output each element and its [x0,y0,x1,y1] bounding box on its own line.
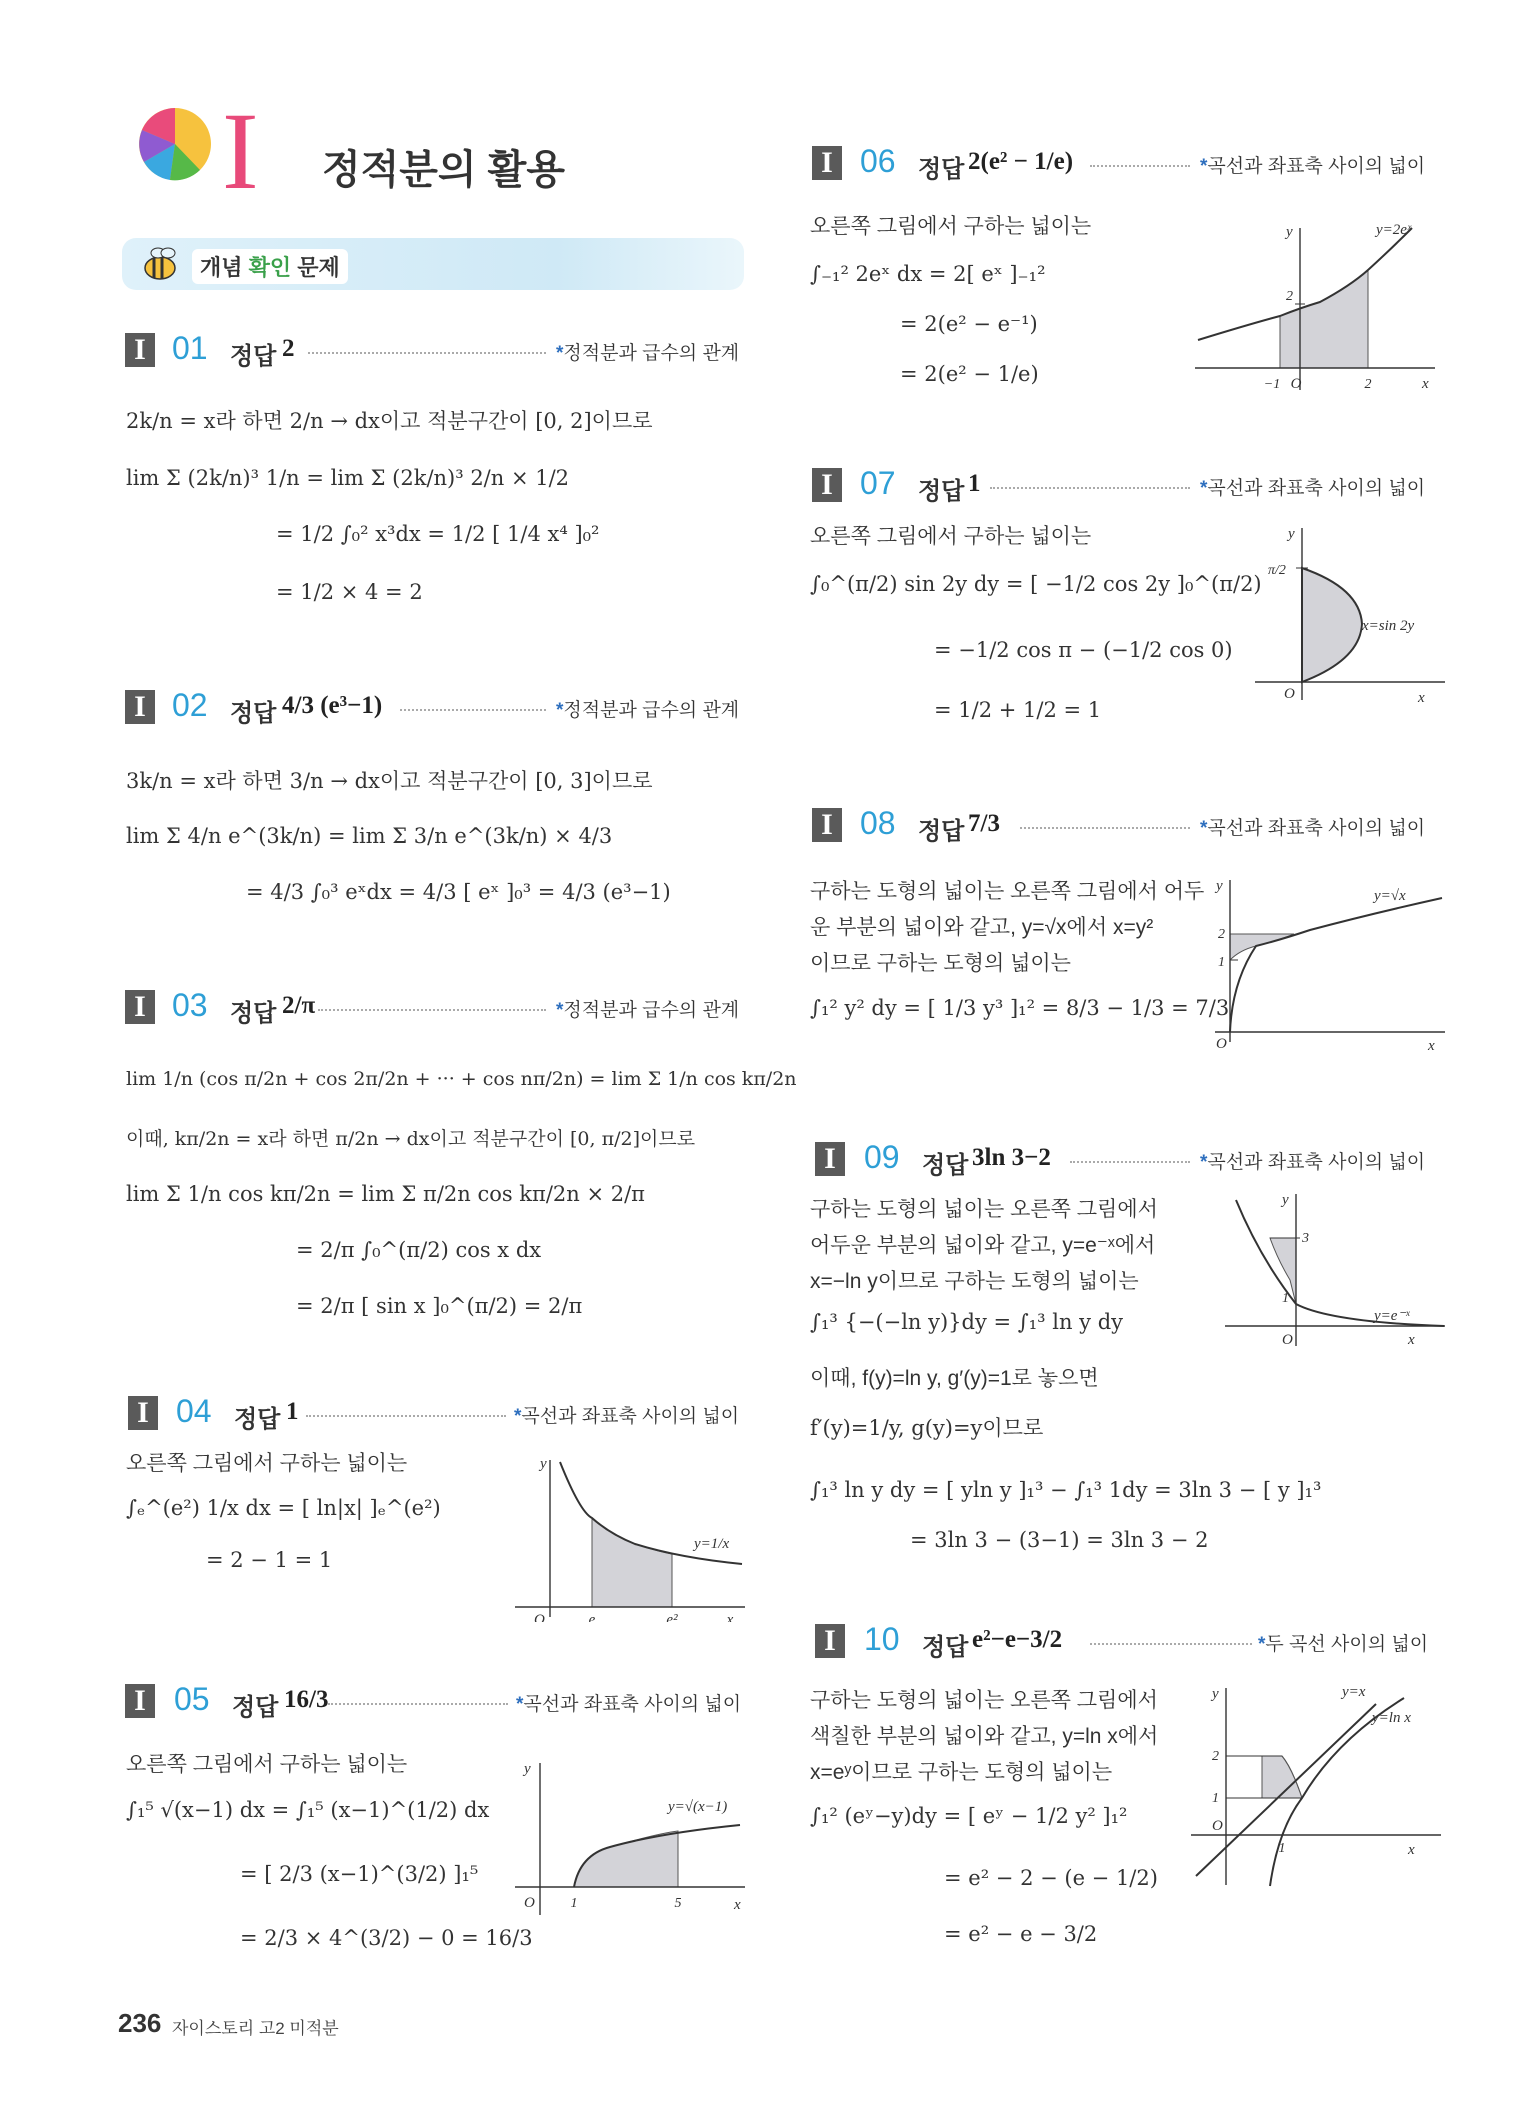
curve-label: y=x [1342,1684,1366,1700]
origin-label: O [1216,1036,1227,1052]
solution-line: = 4/3 ∫₀³ eˣdx = 4/3 [ eˣ ]₀³ = 4/3 (e³−1) [246,880,671,904]
solution-line: = 2/π ∫₀^(π/2) cos x dx [296,1238,542,1262]
answer-value: 16/3 [284,1686,329,1713]
answer-label: 정답 [922,1152,969,1179]
banner-word-1: 개념 [200,255,243,280]
chapter-mark: I [222,90,259,212]
solution-line: x=−ln y이므로 구하는 도형의 넓이는 [810,1270,1139,1293]
problem-box: I [125,1684,155,1718]
topic-tag: *곡선과 좌표축 사이의 넓이 [1200,818,1426,839]
curve-label: y=√x [1374,888,1406,904]
answer-label: 정답 [230,700,277,727]
solution-line: 오른쪽 그림에서 구하는 넓이는 [126,1452,408,1475]
problem-number: 08 [860,805,896,841]
solution-line: ∫₁⁵ √(x−1) dx = ∫₁⁵ (x−1)^(1/2) dx [126,1798,490,1822]
solution-line: x=eʸ이므로 구하는 도형의 넓이는 [810,1761,1113,1784]
banner-label [192,249,348,284]
axis-label-x: x [1422,376,1429,392]
axis-label-y: y [1212,1686,1219,1702]
solution-line: = [ 2/3 (x−1)^(3/2) ]₁⁵ [240,1862,479,1886]
topic-tag: *곡선과 좌표축 사이의 넓이 [1200,478,1426,499]
problem-number: 01 [172,330,208,366]
solution-line: 오른쪽 그림에서 구하는 넓이는 [810,215,1092,238]
answer-value: 2(e² − 1/e) [968,148,1074,175]
solution-line: ∫₁³ ln y dy = [ yln y ]₁³ − ∫₁³ 1dy = 3ln 3 − [ y ]₁³ [810,1478,1322,1502]
solution-line: 구하는 도형의 넓이는 오른쪽 그림에서 [810,1689,1158,1712]
leader-dots [318,1009,546,1011]
solution-line: 운 부분의 넓이와 같고, y=√x에서 x=y² [810,916,1154,939]
solution-line: 오른쪽 그림에서 구하는 넓이는 [810,525,1092,548]
axis-label-y: y [540,1456,547,1472]
solution-line: 이때, f(y)=ln y, g′(y)=1로 놓으면 [810,1367,1099,1390]
answer-label: 정답 [918,818,965,845]
tick-label: 2 [1212,1749,1219,1764]
page-number: 236 [118,2008,162,2038]
solution-line: lim Σ 4/n e^(3k/n) = lim Σ 3/n e^(3k/n) × 4/3 [126,824,613,848]
problem-box: I [125,690,155,724]
tick-label: 1 [1278,1841,1286,1856]
curve-label: x=sin 2y [1362,618,1415,634]
answer-value: 3ln 3−2 [972,1144,1051,1171]
answer-label: 정답 [922,1634,969,1661]
tick-label: −1 [1263,377,1281,392]
answer-value: 4/3 (e³−1) [282,692,383,719]
answer-value: 1 [968,470,981,497]
solution-line: 색칠한 부분의 넓이와 같고, y=ln x에서 [810,1725,1159,1748]
solution-line: = −1/2 cos π − (−1/2 cos 0) [934,638,1233,662]
bee-icon [138,244,182,284]
solution-line: = e² − 2 − (e − 1/2) [944,1866,1158,1890]
answer-value: 2 [282,335,295,362]
solution-line: ∫₁³ {−(−ln y)}dy = ∫₁³ ln y dy [810,1310,1124,1334]
solution-line: 이므로 구하는 도형의 넓이는 [810,952,1071,975]
axis-label-x: x [734,1897,741,1913]
tick-label: π/2 [1268,563,1286,578]
tick-label: 1 [1282,1291,1289,1306]
chapter-icon [130,104,220,184]
leader-dots [1090,165,1190,167]
problem-number: 04 [176,1393,212,1429]
axis-label-y: y [1288,526,1295,542]
solution-line: 2k/n = x라 하면 2/n → dx이고 적분구간이 [0, 2]이므로 [126,409,653,433]
leader-dots [400,709,546,711]
graph-y-equals-1-over-x [510,1452,750,1622]
solution-line: = 1/2 + 1/2 = 1 [934,698,1102,722]
tick-label: 2 [1364,377,1372,392]
axis-label-x: x [1428,1038,1435,1052]
solution-line: = 2/3 × 4^(3/2) − 0 = 16/3 [240,1926,533,1950]
banner-word-3: 문제 [297,255,340,280]
tick-label: 5 [674,1896,682,1911]
solution-line: = 2(e² − e⁻¹) [900,312,1038,336]
problem-box: I [125,990,155,1024]
answer-value: 2/π [282,992,316,1019]
chapter-title: 정적분의 활용 [322,148,565,192]
tick-label: 3 [1302,1231,1309,1246]
problem-number: 05 [174,1681,210,1717]
solution-line: ∫₁² (eʸ−y)dy = [ eʸ − 1/2 y² ]₁² [810,1804,1128,1828]
solution-line: = e² − e − 3/2 [944,1922,1098,1946]
axis-label-y: y [1282,1192,1289,1208]
answer-label: 정답 [230,1000,277,1027]
leader-dots [1070,1161,1190,1163]
solution-line: ∫₁² y² dy = [ 1/3 y³ ]₁² = 8/3 − 1/3 = 7/3 [810,996,1230,1020]
solution-line: 구하는 도형의 넓이는 오른쪽 그림에서 어두 [810,880,1205,903]
topic-tag: *두 곡선 사이의 넓이 [1258,1634,1429,1655]
solution-line: 어두운 부분의 넓이와 같고, y=e⁻ˣ에서 [810,1234,1156,1257]
solution-line: f′(y)=1/y, g(y)=y이므로 [810,1416,1044,1440]
problem-box: I [125,333,155,367]
solution-line: 구하는 도형의 넓이는 오른쪽 그림에서 [810,1198,1158,1221]
curve-label: y=ln x [1372,1710,1411,1726]
problem-box: I [812,468,842,502]
book-title: 자이스토리 고2 미적분 [172,2019,339,2038]
axis-label-x: x [1408,1842,1415,1858]
topic-tag: *곡선과 좌표축 사이의 넓이 [1200,156,1426,177]
solution-line: ∫ₑ^(e²) 1/x dx = [ ln|x| ]ₑ^(e²) [126,1496,441,1520]
banner-word-2: 확인 [248,255,292,280]
problem-box: I [812,808,842,842]
tick-label: 1 [1218,955,1225,970]
answer-value: e²−e−3/2 [972,1626,1063,1653]
origin-label: O [1290,376,1302,392]
problem-box: I [815,1142,845,1176]
tick-label: e [588,1612,596,1622]
solution-line: = 1/2 ∫₀² x³dx = 1/2 [ 1/4 x⁴ ]₀² [276,522,600,546]
origin-label: O [1284,686,1295,702]
answer-value: 1 [286,1398,299,1425]
curve-label: y=e⁻ˣ [1374,1308,1410,1324]
solution-line: = 3ln 3 − (3−1) = 3ln 3 − 2 [910,1528,1209,1552]
solution-line: lim Σ (2k/n)³ 1/n = lim Σ (2k/n)³ 2/n × 1/2 [126,466,570,490]
solution-line: = 2 − 1 = 1 [206,1548,333,1572]
graph-y-equals-2e-x [1190,220,1440,395]
axis-label-x: x [1418,690,1425,706]
solution-line: 이때, kπ/2n = x라 하면 π/2n → dx이고 적분구간이 [0, π/2]이므로 [126,1128,696,1150]
topic-tag: *정적분과 급수의 관계 [556,343,740,364]
origin-label: O [1282,1332,1293,1348]
topic-tag: *곡선과 좌표축 사이의 넓이 [1200,1152,1426,1173]
origin-label: O [524,1895,535,1911]
graph-y-equals-e-minus-x [1220,1186,1450,1351]
axis-label-x: x [1408,1332,1415,1348]
graph-x-equals-sin-2y [1250,520,1450,710]
leader-dots [1090,1643,1252,1645]
curve-label: y=1/x [694,1536,730,1552]
answer-label: 정답 [232,1694,279,1721]
curve-label: y=2eˣ [1376,222,1412,238]
problem-number: 02 [172,687,208,723]
axis-label-y: y [524,1761,531,1777]
topic-tag: *정적분과 급수의 관계 [556,1000,740,1021]
solution-line: = 2(e² − 1/e) [900,362,1039,386]
answer-label: 정답 [230,343,277,370]
leader-dots [328,1703,508,1705]
solution-line: = 1/2 × 4 = 2 [276,580,423,604]
axis-label-x: x [726,1612,734,1622]
tick-label: 2 [1286,289,1293,304]
solution-line: lim Σ 1/n cos kπ/2n = lim Σ π/2n cos kπ/2n × 2/π [126,1182,645,1206]
solution-line: 3k/n = x라 하면 3/n → dx이고 적분구간이 [0, 3]이므로 [126,769,653,793]
answer-label: 정답 [918,156,965,183]
solution-line: = 2/π [ sin x ]₀^(π/2) = 2/π [296,1294,583,1318]
problem-number: 07 [860,465,896,501]
solution-line: lim 1/n (cos π/2n + cos 2π/2n + ··· + cos nπ/2n) = lim Σ 1/n cos kπ/2n [126,1068,797,1090]
problem-number: 09 [864,1139,900,1175]
answer-label: 정답 [918,478,965,505]
solution-line: ∫₀^(π/2) sin 2y dy = [ −1/2 cos 2y ]₀^(π/2) [810,572,1262,596]
graph-y-equals-sqrt-x-minus-1 [510,1755,750,1925]
axis-label-y: y [1286,224,1293,240]
tick-label: 2 [1218,927,1225,942]
leader-dots [990,487,1190,489]
graph-y-equals-x-and-ln-x [1186,1680,1450,1890]
problem-number: 06 [860,143,896,179]
leader-dots [308,352,546,354]
curve-label: y=√(x−1) [668,1799,728,1815]
tick-label: e² [666,1612,678,1622]
tick-label: 1 [570,1896,578,1911]
origin-label: O [534,1612,545,1622]
topic-tag: *곡선과 좌표축 사이의 넓이 [514,1406,740,1427]
solution-line: 오른쪽 그림에서 구하는 넓이는 [126,1753,408,1776]
answer-label: 정답 [234,1406,281,1433]
topic-tag: *곡선과 좌표축 사이의 넓이 [516,1694,742,1715]
problem-box: I [812,146,842,180]
topic-tag: *정적분과 급수의 관계 [556,700,740,721]
problem-box: I [128,1396,158,1430]
problem-number: 03 [172,987,208,1023]
graph-y-equals-sqrt-x [1210,872,1450,1052]
solution-line: ∫₋₁² 2eˣ dx = 2[ eˣ ]₋₁² [810,262,1046,286]
origin-label: O [1212,1818,1223,1834]
problem-box: I [815,1624,845,1658]
tick-label: 1 [1212,1791,1219,1806]
answer-value: 7/3 [968,810,1000,837]
axis-label-y: y [1216,878,1223,894]
leader-dots [1020,827,1190,829]
leader-dots [306,1415,506,1417]
problem-number: 10 [864,1621,900,1657]
